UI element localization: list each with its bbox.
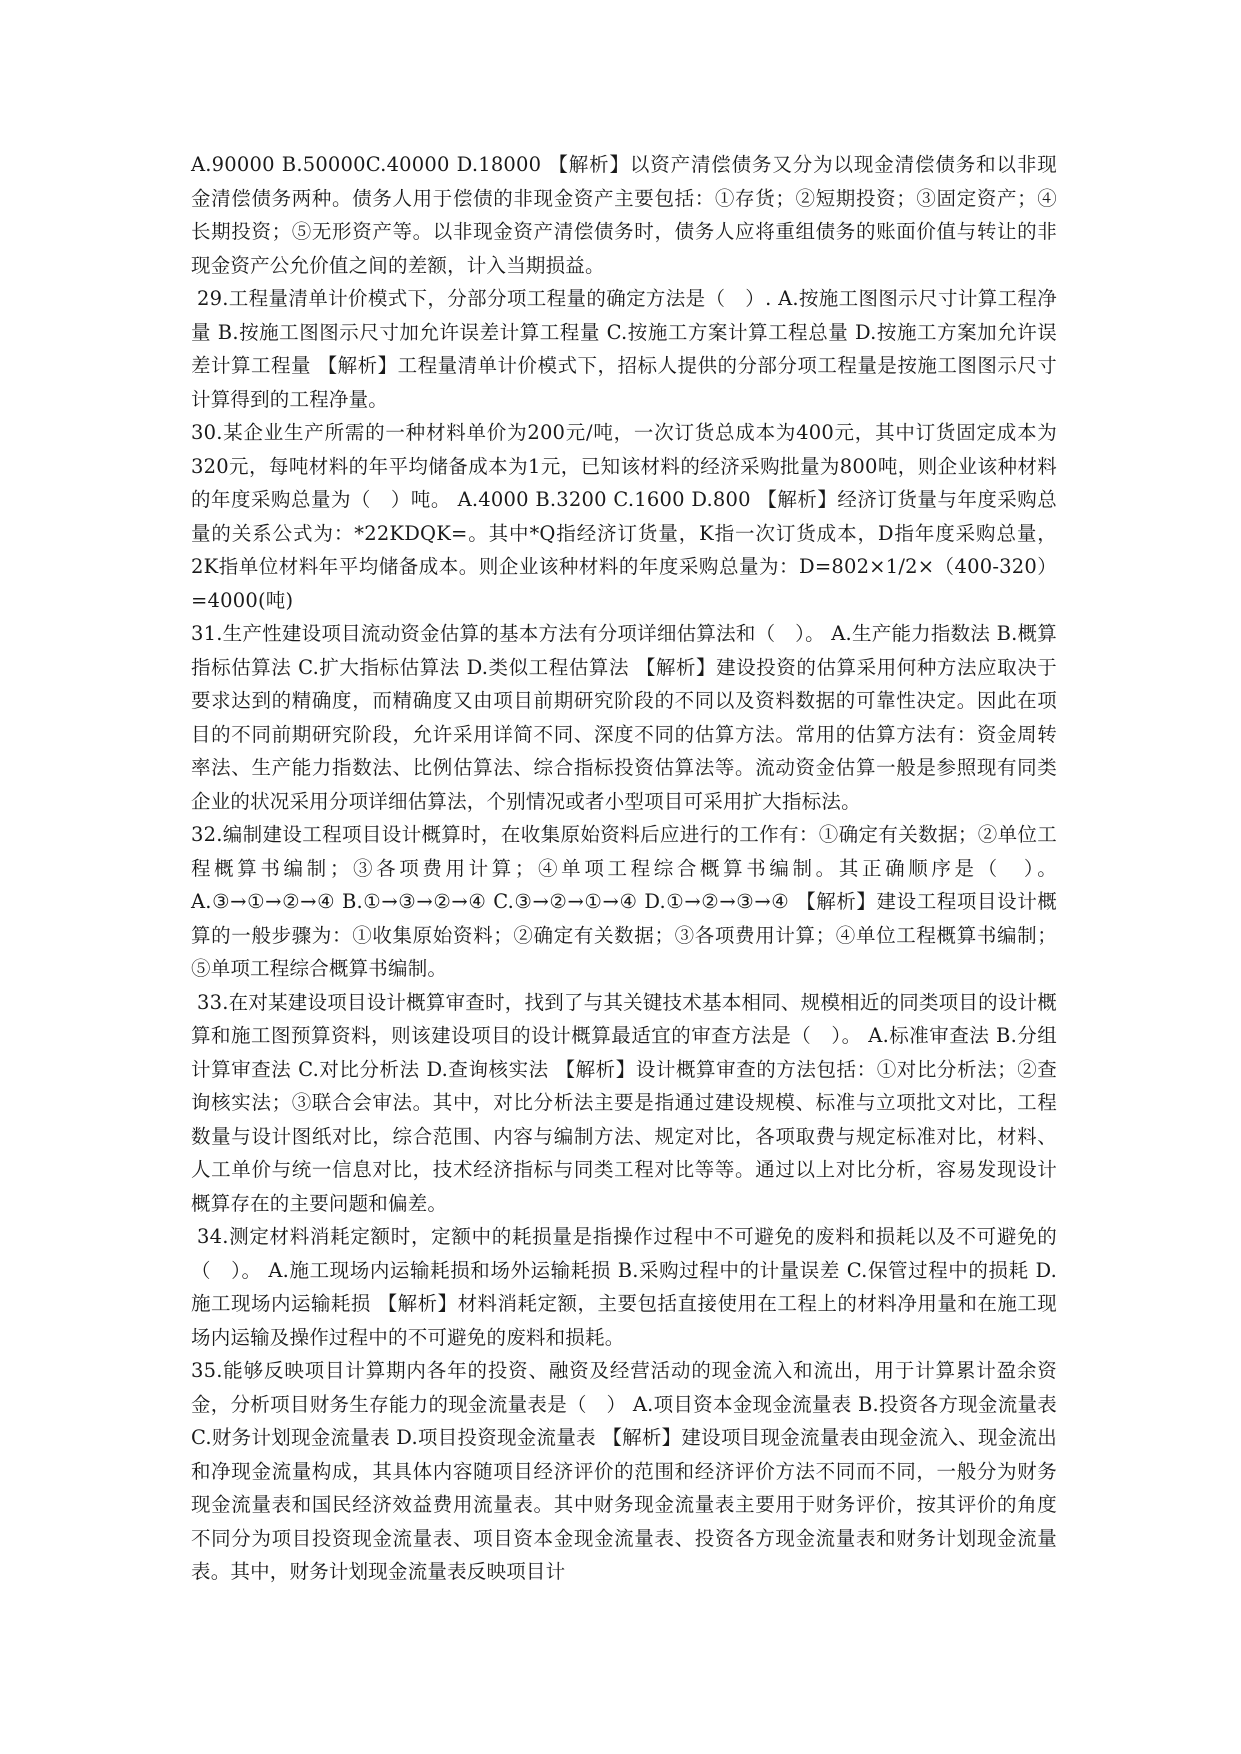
paragraph-q35: 35.能够反映项目计算期内各年的投资、融资及经营活动的现金流入和流出，用于计算累计盈余资金，分析项目财务生存能力的现金流量表是（ ） A.项目资本金现金流量表 B.投资各方现金流量表 C.财务计划现金流量表 D.项目投资现金流量表 【解析】建设项目现金流量表由现金流入、现金流出和净现金流量构成，其具体内容随项目经济评价的范围和经济评价方法不同而不同，一般分为财务现金流量表和国民经济效益费用流量表。其中财务现金流量表主要用于财务评价，按其评价的角度不同分为项目投资现金流量表、项目资本金现金流量表、投资各方现金流量表和财务计划现金流量表。其中，财务计划现金流量表反映项目计: [191, 1359, 1057, 1583]
paragraph-q31: 31.生产性建设项目流动资金估算的基本方法有分项详细估算法和（ ）。 A.生产能力指数法 B.概算指标估算法 C.扩大指标估算法 D.类似工程估算法 【解析】建设投资的估算采用何种方法应取决于要求达到的精确度，而精确度又由项目前期研究阶段的不同以及资料数据的可靠性决定。因此在项目的不同前期研究阶段，允许采用详简不同、深度不同的估算方法。常用的估算方法有：资金周转率法、生产能力指数法、比例估算法、综合指标投资估算法等。流动资金估算一般是参照现有同类企业的状况采用分项详细估算法，个别情况或者小型项目可采用扩大指标法。: [191, 622, 1057, 813]
paragraph-q33: 33.在对某建设项目设计概算审查时，找到了与其关键技术基本相同、规模相近的同类项目的设计概算和施工图预算资料，则该建设项目的设计概算最适宜的审查方法是（ ）。 A.标准审查法 B.分组计算审查法 C.对比分析法 D.查询核实法 【解析】设计概算审查的方法包括：①对比分析法；②查询核实法；③联合会审法。其中，对比分析法主要是指通过建设规模、标准与立项批文对比，工程数量与设计图纸对比，综合范围、内容与编制方法、规定对比，各项取费与规定标准对比，材料、人工单价与统一信息对比，技术经济指标与同类工程对比等等。通过以上对比分析，容易发现设计概算存在的主要问题和偏差。: [191, 990, 1057, 1215]
document-body: [191, 148, 1057, 1589]
paragraph-q29: 29.工程量清单计价模式下，分部分项工程量的确定方法是（ ）. A.按施工图图示尺寸计算工程净量 B.按施工图图示尺寸加允许误差计算工程量 C.按施工方案计算工程总量 D.按施工方案加允许误差计算工程量 【解析】工程量清单计价模式下，招标人提供的分部分项工程量是按施工图图示尺寸计算得到的工程净量。: [191, 287, 1057, 411]
paragraph-q34: 34.测定材料消耗定额时，定额中的耗损量是指操作过程中不可避免的废料和损耗以及不可避免的（ ）。 A.施工现场内运输耗损和场外运输耗损 B.采购过程中的计量误差 C.保管过程中的损耗 D.施工现场内运输耗损 【解析】材料消耗定额，主要包括直接使用在工程上的材料净用量和在施工现场内运输及操作过程中的不可避免的废料和损耗。: [191, 1225, 1057, 1349]
paragraph-q28-analysis: A.90000 B.50000C.40000 D.18000 【解析】以资产清偿债务又分为以现金清偿债务和以非现金清偿债务两种。债务人用于偿债的非现金资产主要包括：①存货；②短期投资；③固定资产；④长期投资；⑤无形资产等。以非现金资产清偿债务时，债务人应将重组债务的账面价值与转让的非现金资产公允价值之间的差额，计入当期损益。: [191, 153, 1057, 277]
paragraph-q32: 32.编制建设工程项目设计概算时，在收集原始资料后应进行的工作有：①确定有关数据；②单位工程概算书编制；③各项费用计算；④单项工程综合概算书编制。其正确顺序是（ ）。 A.③→①→②→④ B.①→③→②→④ C.③→②→①→④ D.①→②→③→④ 【解析】建设工程项目设计概算的一般步骤为：①收集原始资料；②确定有关数据；③各项费用计算；④单位工程概算书编制；⑤单项工程综合概算书编制。: [191, 823, 1057, 980]
paragraph-q30: 30.某企业生产所需的一种材料单价为200元/吨，一次订货总成本为400元，其中订货固定成本为320元，每吨材料的年平均储备成本为1元，已知该材料的经济采购批量为800吨，则企业该种材料的年度采购总量为（ ）吨。 A.4000 B.3200 C.1600 D.800 【解析】经济订货量与年度采购总量的关系公式为：*22KDQK=。其中*Q指经济订货量，K指一次订货成本，D指年度采购总量，2K指单位材料年平均储备成本。则企业该种材料的年度采购总量为：D=802×1/2×（400-320）=4000(吨): [191, 421, 1057, 612]
